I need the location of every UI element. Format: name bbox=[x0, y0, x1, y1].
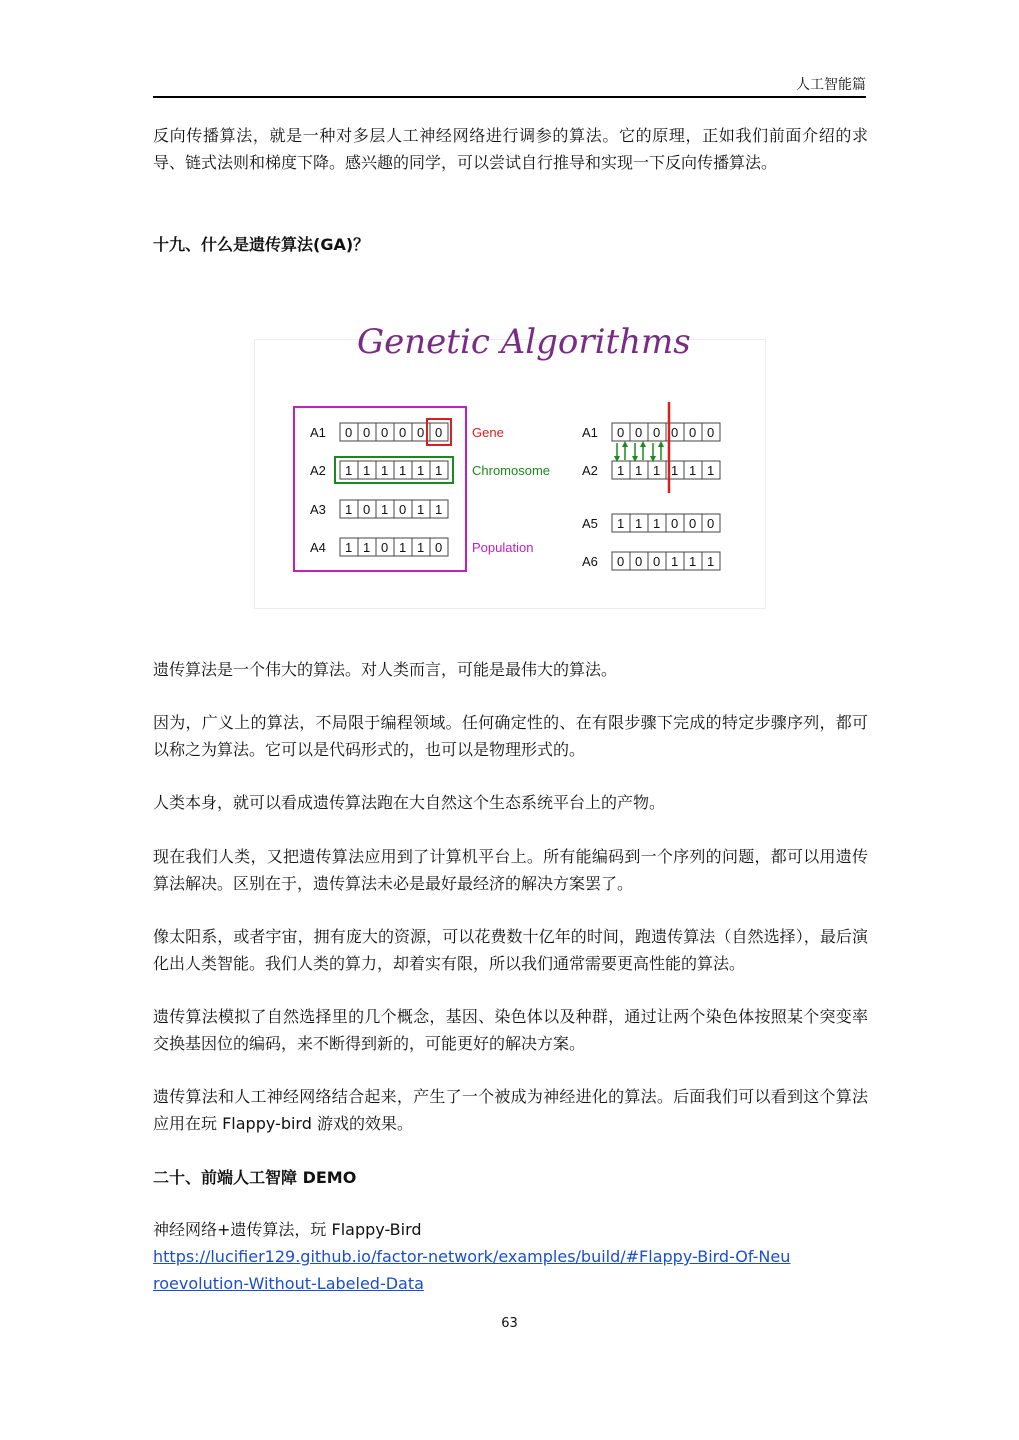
left-bit-value: 1 bbox=[435, 463, 443, 478]
page-number: 63 bbox=[501, 1316, 518, 1331]
right-bit-value: 0 bbox=[707, 425, 715, 440]
paragraph-computer: 现在我们人类，又把遗传算法应用到了计算机平台上。所有能编码到一个序列的问题，都可以用遗传算法解决。区别在于，遗传算法未必是最好最经济的解决方案罢了。 bbox=[153, 847, 868, 893]
right-bit-value: 0 bbox=[689, 516, 697, 531]
figure-svg bbox=[255, 340, 765, 608]
page-header bbox=[153, 72, 866, 98]
paragraph-universe: 像太阳系，或者宇宙，拥有庞大的资源，可以花费数十亿年的时间，跑遗传算法（自然选择），最后演化出人类智能。我们人类的算力，却着实有限，所以我们通常需要更高性能的算法。 bbox=[153, 927, 868, 973]
right-bit-value: 0 bbox=[635, 425, 643, 440]
left-bit-value: 1 bbox=[363, 540, 371, 555]
left-bit-value: 1 bbox=[417, 463, 425, 478]
up-arrow-head bbox=[640, 441, 646, 447]
left-bit-value: 1 bbox=[381, 502, 389, 517]
left-row-label-1: A2 bbox=[310, 463, 326, 478]
left-row-label-3: A4 bbox=[310, 540, 326, 555]
right-bit-value: 0 bbox=[617, 554, 625, 569]
left-bit-value: 1 bbox=[417, 502, 425, 517]
genetic-algorithms-figure bbox=[254, 339, 766, 609]
right-bit-value: 0 bbox=[653, 425, 661, 440]
left-bit-value: 1 bbox=[399, 463, 407, 478]
left-bit-value: 0 bbox=[381, 425, 389, 440]
right-bit-value: 0 bbox=[635, 554, 643, 569]
left-bit-value: 0 bbox=[399, 425, 407, 440]
right-row-label-1: A2 bbox=[582, 463, 598, 478]
figure-title: Genetic Algorithms bbox=[357, 322, 691, 362]
left-bit-value: 1 bbox=[435, 502, 443, 517]
right-bit-value: 0 bbox=[689, 425, 697, 440]
right-bit-value: 1 bbox=[653, 516, 661, 531]
right-bit-value: 1 bbox=[653, 463, 661, 478]
right-row-label-3: A6 bbox=[582, 554, 598, 569]
paragraph-concepts: 遗传算法模拟了自然选择里的几个概念，基因、染色体以及种群，通过让两个染色体按照某个突变率交换基因位的编码，来不断得到新的，可能更好的解决方案。 bbox=[153, 1007, 868, 1053]
paragraph-human: 人类本身，就可以看成遗传算法跑在大自然这个生态系统平台上的产物。 bbox=[153, 793, 666, 812]
left-row-label-2: A3 bbox=[310, 502, 326, 517]
right-bit-value: 0 bbox=[653, 554, 661, 569]
left-bit-value: 0 bbox=[435, 540, 443, 555]
left-bit-value: 0 bbox=[435, 425, 443, 440]
header-title: 人工智能篇 bbox=[796, 77, 866, 93]
left-bit-value: 1 bbox=[399, 540, 407, 555]
right-bit-value: 1 bbox=[635, 516, 643, 531]
heading-19: 十九、什么是遗传算法(GA)？ bbox=[153, 235, 370, 254]
gene-label: Gene bbox=[472, 425, 504, 440]
right-bit-value: 0 bbox=[617, 425, 625, 440]
right-row-label-0: A1 bbox=[582, 425, 598, 440]
right-bit-value: 0 bbox=[707, 516, 715, 531]
right-bit-value: 1 bbox=[707, 554, 715, 569]
right-bit-value: 1 bbox=[671, 463, 679, 478]
right-bit-value: 1 bbox=[707, 463, 715, 478]
paragraph-backprop: 反向传播算法，就是一种对多层人工神经网络进行调参的算法。它的原理，正如我们前面介绍的求导、链式法则和梯度下降。感兴趣的同学，可以尝试自行推导和实现一下反向传播算法。 bbox=[153, 126, 868, 172]
right-bit-value: 1 bbox=[617, 516, 625, 531]
right-row-label-2: A5 bbox=[582, 516, 598, 531]
left-bit-value: 0 bbox=[381, 540, 389, 555]
left-bit-value: 1 bbox=[345, 540, 353, 555]
left-bit-value: 1 bbox=[363, 463, 371, 478]
left-bit-value: 0 bbox=[399, 502, 407, 517]
left-bit-value: 1 bbox=[417, 540, 425, 555]
left-bit-value: 1 bbox=[345, 502, 353, 517]
paragraph-ga-great: 遗传算法是一个伟大的算法。对人类而言，可能是最伟大的算法。 bbox=[153, 660, 618, 679]
left-row-label-0: A1 bbox=[310, 425, 326, 440]
right-bit-value: 1 bbox=[617, 463, 625, 478]
left-bit-value: 0 bbox=[345, 425, 353, 440]
left-bit-value: 1 bbox=[381, 463, 389, 478]
population-label: Population bbox=[472, 540, 534, 555]
right-bit-value: 0 bbox=[671, 425, 679, 440]
heading-20: 二十、前端人工智障 DEMO bbox=[153, 1168, 357, 1187]
left-bit-value: 0 bbox=[363, 425, 371, 440]
paragraph-demo: 神经网络+遗传算法，玩 Flappy-Bird bbox=[153, 1220, 422, 1239]
up-arrow-head bbox=[658, 441, 664, 447]
right-bit-value: 1 bbox=[689, 463, 697, 478]
up-arrow-head bbox=[622, 441, 628, 447]
right-bit-value: 1 bbox=[671, 554, 679, 569]
paragraph-neuroevolution: 遗传算法和人工神经网络结合起来，产生了一个被成为神经进化的算法。后面我们可以看到这个算法应用在玩 Flappy-bird 游戏的效果。 bbox=[153, 1087, 868, 1133]
chromosome-label: Chromosome bbox=[472, 463, 551, 478]
demo-link[interactable]: https://lucifier129.github.io/factor-network/examples/build/#Flappy-Bird-Of-Neuroevolution-Without-Labeled-Data bbox=[153, 1247, 791, 1293]
right-bit-value: 0 bbox=[671, 516, 679, 531]
paragraph-algorithm-def: 因为，广义上的算法，不局限于编程领域。任何确定性的、在有限步骤下完成的特定步骤序列，都可以称之为算法。它可以是代码形式的，也可以是物理形式的。 bbox=[153, 713, 868, 759]
right-bit-value: 1 bbox=[635, 463, 643, 478]
left-bit-value: 1 bbox=[345, 463, 353, 478]
right-bit-value: 1 bbox=[689, 554, 697, 569]
left-bit-value: 0 bbox=[363, 502, 371, 517]
left-bit-value: 0 bbox=[417, 425, 425, 440]
